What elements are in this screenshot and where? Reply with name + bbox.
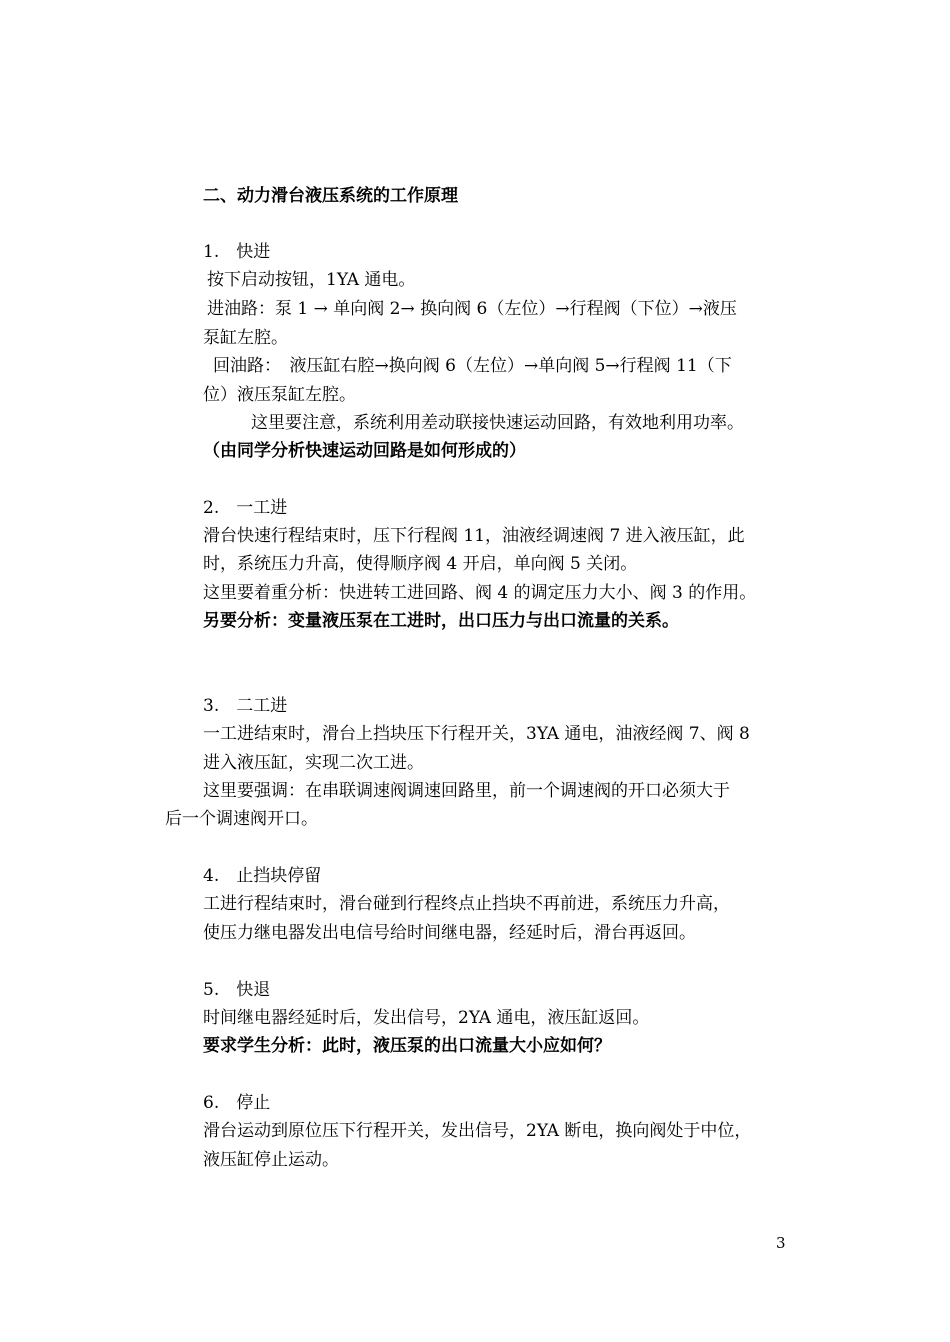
bold-note: 另要分析：变量液压泵在工进时，出口压力与出口流量的关系。 <box>203 611 679 631</box>
paragraph-line: 进油路：泵 1 → 单向阀 2→ 换向阀 6（左位）→行程阀（下位）→液压 <box>207 299 737 319</box>
paragraph-line: 这里要着重分析：快进转工进回路、阀 4 的调定压力大小、阀 3 的作用。 <box>203 583 757 603</box>
paragraph-line: 这里要注意，系统利用差动联接快速运动回路，有效地利用功率。 <box>251 413 744 433</box>
paragraph-line: 液压缸停止运动。 <box>203 1150 339 1170</box>
paragraph-line: 位）液压泵缸左腔。 <box>203 385 356 405</box>
heading-dwell: 4. 止挡块停留 <box>203 866 322 886</box>
heading-second-feed: 3. 二工进 <box>203 696 288 716</box>
heading-first-feed: 2. 一工进 <box>203 498 288 518</box>
paragraph-line: 泵缸左腔。 <box>203 328 288 348</box>
paragraph-line: 时间继电器经延时后，发出信号，2YA 通电，液压缸返回。 <box>203 1008 650 1028</box>
paragraph-line: 回油路： 液压缸右腔→换向阀 6（左位）→单向阀 5→行程阀 11（下 <box>213 356 732 376</box>
paragraph-line: 滑台运动到原位压下行程开关，发出信号，2YA 断电，换向阀处于中位， <box>203 1121 752 1141</box>
paragraph-line: 工进行程结束时，滑台碰到行程终点止挡块不再前进，系统压力升高， <box>203 894 730 914</box>
section-title: 二、动力滑台液压系统的工作原理 <box>203 186 458 206</box>
paragraph-line: 这里要强调：在串联调速阀调速回路里，前一个调速阀的开口必须大于 <box>203 781 730 801</box>
paragraph-line: 进入液压缸，实现二次工进。 <box>203 753 424 773</box>
paragraph-line: 时，系统压力升高，使得顺序阀 4 开启，单向阀 5 关闭。 <box>203 554 638 574</box>
bold-note: （由同学分析快速运动回路是如何形成的） <box>203 441 526 461</box>
heading-stop: 6. 停止 <box>203 1093 271 1113</box>
paragraph-line: 使压力继电器发出电信号给时间继电器，经延时后，滑台再返回。 <box>203 923 696 943</box>
heading-fast-forward: 1. 快进 <box>203 242 271 262</box>
bold-note: 要求学生分析：此时，液压泵的出口流量大小应如何？ <box>203 1036 611 1056</box>
paragraph-line: 按下启动按钮，1YA 通电。 <box>207 270 416 290</box>
heading-fast-return: 5. 快退 <box>203 980 271 1000</box>
paragraph-line: 滑台快速行程结束时，压下行程阀 11，油液经调速阀 7 进入液压缸，此 <box>203 526 745 546</box>
paragraph-line: 一工进结束时，滑台上挡块压下行程开关，3YA 通电，油液经阀 7、阀 8 <box>203 724 750 744</box>
page-number: 3 <box>776 1234 786 1252</box>
paragraph-line: 后一个调速阀开口。 <box>165 809 318 829</box>
